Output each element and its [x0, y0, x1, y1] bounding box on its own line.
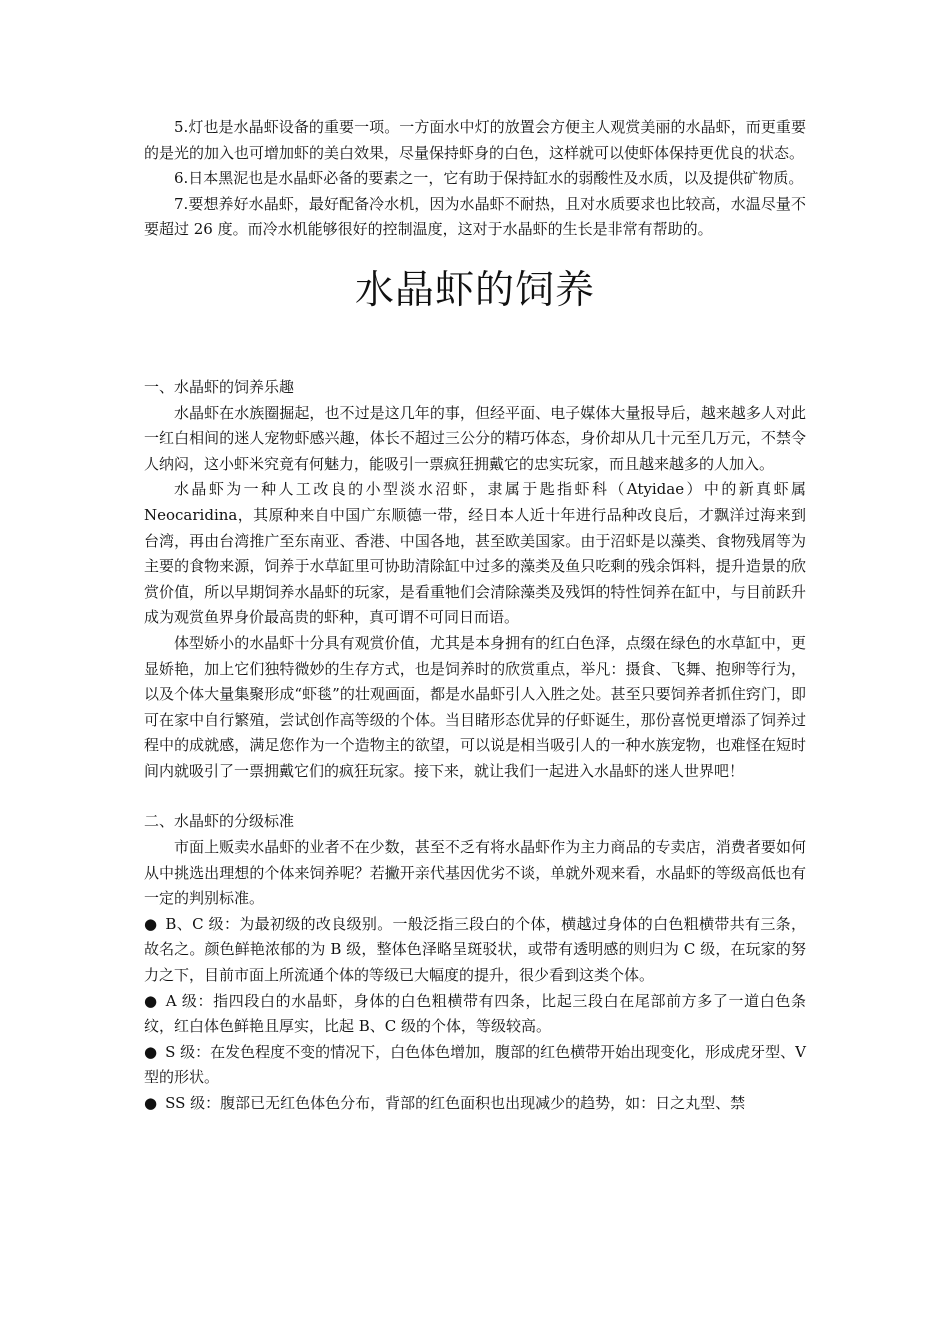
bullet-icon: ● — [144, 1094, 158, 1112]
grade-bullet-text: SS 级：腹部已无红色体色分布，背部的红色面积也出现减少的趋势，如：日之丸型、禁 — [165, 1094, 746, 1112]
section-1 — [144, 375, 806, 785]
intro-block — [144, 115, 806, 243]
bullet-icon: ● — [144, 914, 158, 933]
grade-bullet-item — [144, 989, 806, 1040]
section-spacer — [144, 784, 806, 809]
section-1-paragraph: 体型娇小的水晶虾十分具有观赏价值，尤其是本身拥有的红白色泽，点缀在绿色的水草缸中，更显娇艳，加上它们独特微妙的生存方式，也是饲养时的欣赏重点，举凡：摄食、飞舞、抱卵等行为，以及个体大量集聚形成“虾毯”的壮观画面，都是水晶虾引人入胜之处。甚至只要饲养者抓住窍门，即可在家中自行繁殖，尝试创作高等级的个体。当目睹形态优异的仔虾诞生，那份喜悦更增添了饲养过程中的成就感，满足您作为一个造物主的欲望，可以说是相当吸引人的一种水族宠物，也难怪在短时间内就吸引了一票拥戴它们的疯狂玩家。接下来，就让我们一起进入水晶虾的迷人世界吧！ — [144, 633, 806, 780]
bullet-icon: ● — [144, 1042, 158, 1061]
bullet-icon: ● — [144, 991, 158, 1010]
page-title: 水晶虾的饲养 — [354, 267, 595, 313]
grade-bullet-text: S 级：在发色程度不变的情况下，白色体色增加，腹部的红色横带开始出现变化，形成虎牙型、V 型的形状。 — [144, 1042, 806, 1087]
grade-bullet-item — [144, 912, 806, 989]
section-2 — [144, 809, 806, 1116]
grade-bullet-item — [144, 1040, 806, 1091]
intro-paragraph-5: 5.灯也是水晶虾设备的重要一项。一方面水中灯的放置会方便主人观赏美丽的水晶虾，而更重要的是光的加入也可增加虾的美白效果，尽量保持虾身的白色，这样就可以使虾体保持更优良的状态。 — [144, 118, 806, 162]
grade-bullet-text: B、C 级：为最初级的改良级别。一般泛指三段白的个体，横越过身体的白色粗横带共有三条，故名之。颜色鲜艳浓郁的为 B 级，整体色泽略呈斑驳状，或带有透明感的则归为 C 级，在玩家的努力之下，目前市面上所流通个体的等级已大幅度的提升，很少看到这类个体。 — [144, 914, 806, 985]
section-1-paragraph: 水晶虾为一种人工改良的小型淡水沼虾，隶属于匙指虾科（Atyidae）中的新真虾属 Neocaridina，其原种来自中国广东顺德一带，经日本人近十年进行品种改良后，才飘洋过海来到台湾，再由台湾推广至东南亚、香港、中国各地，甚至欧美国家。由于沼虾是以藻类、食物残屑等为主要的食物来源，饲养于水草缸里可协助清除缸中过多的藻类及鱼只吃剩的残余饵料，提升造景的欣赏价值，所以早期饲养水晶虾的玩家，是看重牠们会清除藻类及残饵的特性饲养在缸中，与目前跃升成为观赏鱼界身价最高贵的虾种，真可谓不可同日而语。 — [144, 480, 806, 627]
section-1-paragraph: 水晶虾在水族圈掘起，也不过是这几年的事，但经平面、电子媒体大量报导后，越来越多人对此一红白相间的迷人宠物虾感兴趣，体长不超过三公分的精巧体态，身价却从几十元至几万元，不禁令人纳闷，这小虾米究竟有何魅力，能吸引一票疯狂拥戴它的忠实玩家，而且越来越多的人加入。 — [144, 403, 806, 473]
grade-bullet-item — [144, 1091, 806, 1117]
section-1-heading: 一、水晶虾的饲养乐趣 — [144, 377, 295, 396]
intro-paragraph-6: 6.日本黑泥也是水晶虾必备的要素之一，它有助于保持缸水的弱酸性及水质，以及提供矿物质。 — [174, 169, 804, 188]
section-2-intro: 市面上贩卖水晶虾的业者不在少数，甚至不乏有将水晶虾作为主力商品的专卖店，消费者要如何从中挑选出理想的个体来饲养呢？若撇开亲代基因优劣不谈，单就外观来看，水晶虾的等级高低也有一定的判别标准。 — [144, 838, 806, 908]
intro-paragraph-7: 7.要想养好水晶虾，最好配备冷水机，因为水晶虾不耐热，且对水质要求也比较高，水温尽量不要超过 26 度。而冷水机能够很好的控制温度，这对于水晶虾的生长是非常有帮助的。 — [144, 194, 806, 239]
section-2-heading: 二、水晶虾的分级标准 — [144, 812, 295, 831]
grade-bullet-text: A 级：指四段白的水晶虾，身体的白色粗横带有四条，比起三段白在尾部前方多了一道白色条纹，红白体色鲜艳且厚实，比起 B、C 级的个体，等级较高。 — [144, 991, 807, 1036]
